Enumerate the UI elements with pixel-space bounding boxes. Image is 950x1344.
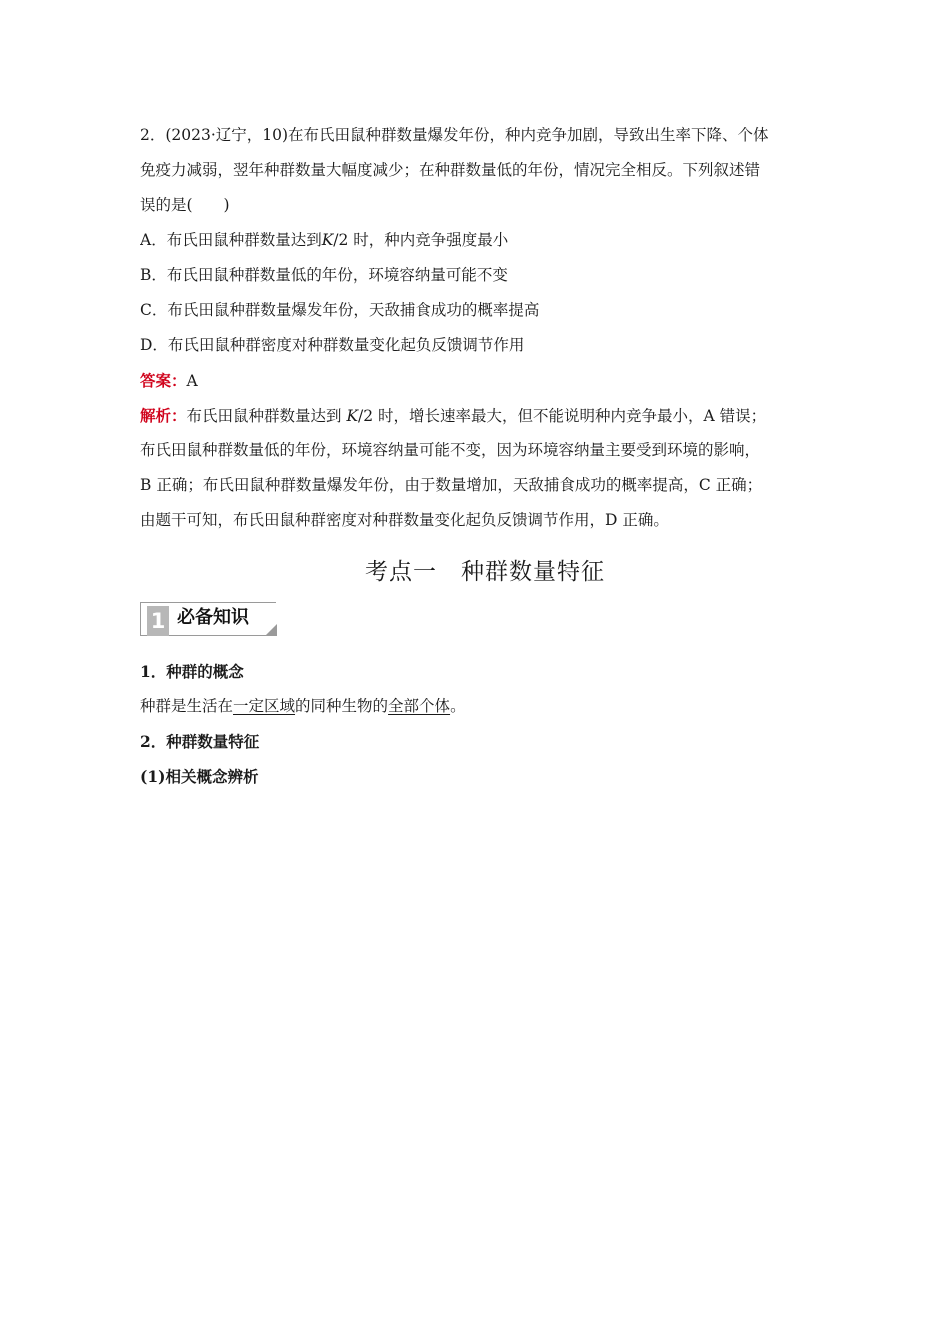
spacer: [140, 636, 830, 654]
analysis-label: 解析：: [140, 406, 187, 425]
answer-value: A: [186, 372, 198, 390]
option-a: [140, 223, 830, 258]
document-page: [140, 118, 830, 794]
knowledge-heading-2: 2．种群数量特征: [140, 732, 260, 751]
answer-line: [140, 363, 830, 398]
knowledge-paragraph-1: [140, 689, 830, 724]
option-a-prefix: A．布氏田鼠种群数量达到: [140, 231, 322, 249]
answer-label: 答案：: [140, 371, 187, 390]
underlined-term-2: 全部个体: [388, 697, 451, 715]
question-line-2: 免疫力减弱，翌年种群数量大幅度减少；在种群数量低的年份，情况完全相反。下列叙述错: [140, 161, 761, 179]
knowledge-heading-3: (1)相关概念辨析: [140, 767, 259, 786]
option-d: D．布氏田鼠种群密度对种群数量变化起负反馈调节作用: [140, 336, 525, 354]
knowledge-heading-1: 1．种群的概念: [140, 662, 244, 681]
analysis-line-4: 由题干可知，布氏田鼠种群密度对种群数量变化起负反馈调节作用，D 正确。: [140, 511, 669, 529]
badge-number: 1: [147, 606, 169, 636]
underlined-term-1: 一定区域: [233, 697, 296, 715]
paragraph-1-mid: 的同种生物的: [295, 697, 389, 715]
question-line-1: 2．(2023·辽宁，10)在布氏田鼠种群数量爆发年份，种内竞争加剧，导致出生率下降、个体: [140, 126, 769, 144]
paragraph-1-prefix: 种群是生活在: [140, 697, 234, 715]
knowledge-badge: [140, 602, 276, 636]
analysis-k: K: [346, 407, 359, 425]
option-a-k: K: [321, 231, 334, 249]
analysis-line-1-prefix: 布氏田鼠种群数量达到: [186, 407, 347, 425]
analysis-line-2: 布氏田鼠种群数量低的年份，环境容纳量可能不变，因为环境容纳量主要受到环境的影响，: [140, 441, 761, 459]
section-title: 考点一 种群数量特征: [365, 559, 605, 585]
analysis-line-3: B 正确；布氏田鼠种群数量爆发年份，由于数量增加，天敌捕食成功的概率提高，C 正确；: [140, 476, 763, 494]
analysis-line-1-suffix: /2 时，增长速率最大，但不能说明种内竞争最小，A 错误；: [358, 407, 767, 425]
option-a-suffix: /2 时，种内竞争强度最小: [333, 231, 509, 249]
badge-label: 必备知识: [177, 607, 249, 628]
question-line-3: 误的是( ): [140, 196, 230, 214]
paragraph-1-suffix: 。: [450, 697, 466, 715]
option-c: C．布氏田鼠种群数量爆发年份，天敌捕食成功的概率提高: [140, 301, 540, 319]
option-b: B．布氏田鼠种群数量低的年份，环境容纳量可能不变: [140, 266, 508, 284]
badge-corner-decoration: [265, 624, 277, 636]
analysis-line-1: [140, 398, 830, 433]
